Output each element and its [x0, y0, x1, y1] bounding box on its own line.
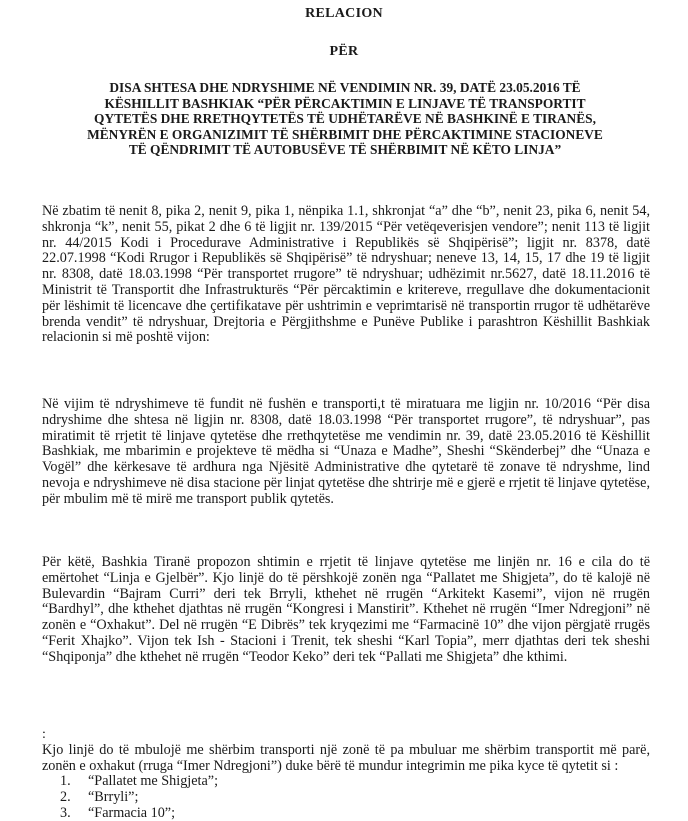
separator-colon: : — [42, 727, 46, 742]
paragraph-proposal: Për këtë, Bashkia Tiranë propozon shtimin e rrjetit të linjave qytetëse me linjën nr. 16 e cila do të emërtohet “Linja e Gjelbër”. Kjo linjë do të përshkojë zonën nga “Pallatet me Shigjeta”, do të kalojë në Bulevardin “Bajram Curri” deri tek Brryli, kthehet në rrugën “Arkitekt Kasemi”, vijon në rrugën “Bardhyl”, dhe kthehet djathtas në rrugën “Kongresi i Manstirit”. Kthehet në rrugën “Imer Ndregjoni” në zonën e “Oxhakut”. Del në rrugën “E Dibrës” tek kryqezimi me “Farmacinë 10” dhe vijon përgjatë rrugës “Ferit Xhajko”. Vijon tek Ish - Stacioni i Trenit, tek sheshi “Karl Topia”, merr djathtas deri tek sheshi “Shqiponja” dhe kthehet në rrugën “Teodor Keko” deri tek “Pallati me Shigjeta” dhe kthimi. — [42, 554, 650, 665]
heading-line: MËNYRËN E ORGANIZIMIT TË SHËRBIMIT DHE PËRCAKTIMINE STACIONEVE — [87, 126, 603, 142]
list-item-text: “Brryli”; — [88, 789, 139, 805]
list-item-number: 2. — [60, 789, 71, 805]
heading-line: KËSHILLIT BASHKIAK “PËR PËRCAKTIMIN E LINJAVE TË TRANSPORTIT — [104, 95, 586, 111]
document-title: RELACION — [305, 6, 383, 21]
list-item — [60, 773, 620, 789]
heading-line: TË QËNDRIMIT TË AUTOBUSËVE TË SHËRBIMIT NË KËTO LINJA” — [128, 142, 562, 157]
list-item-text: “Pallatet me Shigjeta”; — [88, 773, 219, 789]
list-item-text: “Farmacia 10”; — [88, 805, 176, 821]
document-subtitle: PËR — [329, 44, 359, 59]
paragraph-context: Në vijim të ndryshimeve të fundit në fushën e transporti,t të miratuara me ligjin nr. 10/2016 “Për disa ndryshime dhe shtesa në ligjin nr. 8308, datë 18.03.1998 “Për transportet rrugore”, të ndryshuar”, pas miratimit të rrjetit të linjave qytetëse dhe rrethqytetëse me vendimin nr. 39, datë 23.05.2016 të Këshillit Bashkiak, me mbarimin e projekteve të mëdha si “Unaza e Madhe”, Sheshi “Skënderbej” dhe “Unaza e Vogël” dhe kërkesave të ardhura nga Njësitë Administrative dhe qytetarë të zonave të ndryshme, lind nevoja e ndryshimeve në disa stacione për linjat qytetëse dhe shtrirje më e gjerë e rrjetit të linjave qytetëse, për mbulim më të mirë me transport publik qytetës. — [42, 396, 650, 507]
heading-line: QYTETËS DHE RRETHQYTETËS TË UDHËTARËVE NË BASHKINË E TIRANËS, — [94, 111, 596, 126]
paragraph-legal-basis: Në zbatim të nenit 8, pika 2, nenit 9, pika 1, nënpika 1.1, shkronjat “a” dhe “b”, nenit 23, pika 6, nenit 54, shkronja “k”, nenit 55, pikat 2 dhe 6 të ligjit nr. 139/2015 “Për vetëqeverisjen vendore”; nenit 113 të ligjit nr. 44/2015 Kodi i Procedurave Administrative i Republikës së Shqipërisë”; ligjit nr. 8378, datë 22.07.1998 “Kodi Rrugor i Republikës së Shqipërisë” të ndryshuar; neneve 13, 14, 15, 17 dhe 19 të ligjit nr. 8308, datë 18.03.1998 “Për transportet rrugore” të ndryshuar; udhëzimit nr.5627, datë 18.11.2016 të Ministrit të Transportit dhe Infrastrukturës “Për përcaktimin e kritereve, rregullave dhe dokumentacionit për lëshimit të licencave dhe çertifikatave për ushtrimin e veprimtarisë në transportin rrugor të udhëtarëve brenda vendit” të ndryshuar, Drejtoria e Përgjithshme e Punëve Publike i parashtron Këshillit Bashkiak relacionin si më poshtë vijon: — [42, 203, 650, 346]
list-item-number: 3. — [60, 805, 71, 821]
list-item-number: 1. — [60, 773, 71, 789]
key-points-list — [60, 773, 620, 821]
list-item — [60, 789, 620, 805]
paragraph-coverage: Kjo linjë do të mbulojë me shërbim transporti një zonë të pa mbuluar me shërbim transportit më parë, zonën e oxhakut (rruga “Imer Ndregjoni”) duke bërë të mundur integrimin me pika kyce të qytetit si : — [42, 742, 650, 774]
list-item — [60, 805, 620, 821]
heading-line: DISA SHTESA DHE NDRYSHIME NË VENDIMIN NR. 39, DATË 23.05.2016 TË — [109, 80, 581, 95]
document-heading — [40, 80, 650, 158]
